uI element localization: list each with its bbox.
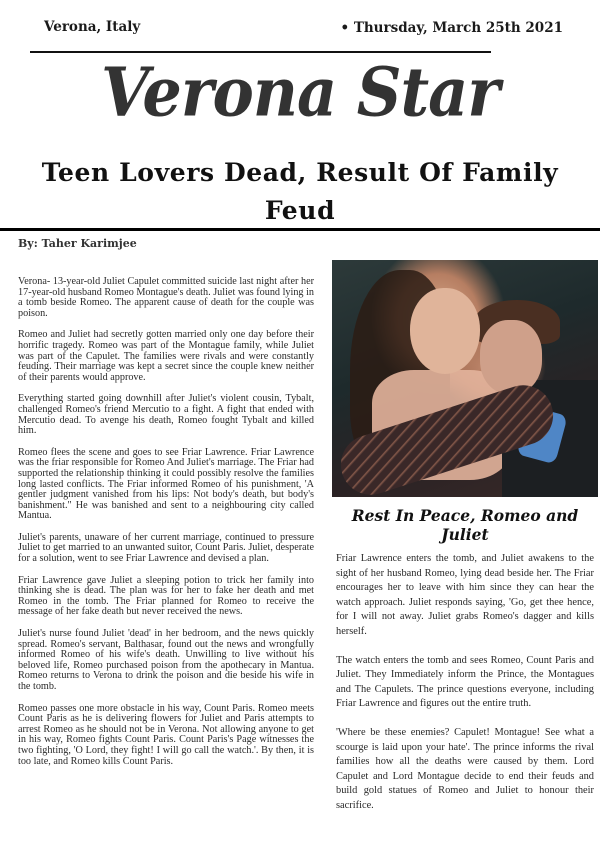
article-right-column (336, 552, 594, 828)
paragraph: 'Where be these enemies? Capulet! Montague! See what a scourge is laid upon your hate'. The prince informs the rival families how all the deaths were caused by them. Lord Capulet and Lord Montague decide to end their feuds and build gold statues of Romeo and Juliet to honour their sacrifice. (336, 726, 594, 811)
paragraph: Romeo passes one more obstacle in his way, Count Paris. Romeo meets Count Paris as he is delivering flowers for Juliet and Paris attempts to arrest Romeo as he should not be in Verona. Not allowing anyone to get in his way, Romeo fights Count Paris. Count Paris's Page witnesses the two fighting, 'O Lord, they fight! I will go call the watch.'. By then, it is too late, and Romeo kills Count Paris. (18, 702, 314, 767)
photo-caption: Rest In Peace, Romeo and Juliet (351, 506, 579, 544)
article-left-column (18, 277, 314, 778)
masthead-title: Verona Star (101, 53, 499, 132)
paragraph: Friar Lawrence enters the tomb, and Juliet awakens to the sight of her husband Romeo, lying dead beside her. The Friar encourages her to leave with him since they can hear the watch approach. Juliet responds saying, 'Go, get thee hence, for I will not away. Juliet grabs Romeo's dagger and kills herself. (336, 553, 594, 637)
article-photo (332, 260, 598, 497)
photo-shape (410, 288, 480, 374)
dateline-date: • Thursday, March 25th 2021 (340, 20, 563, 36)
paragraph: Verona- 13-year-old Juliet Capulet committed suicide last night after her 17-year-old husband Romeo Montague's death. Juliet was found lying in a tomb beside Romeo. The apparent cause of death for the couple was poison. (18, 276, 314, 319)
paragraph: Friar Lawrence gave Juliet a sleeping potion to trick her family into thinking she is dead. The plan was for her to fake her death and met Romeo in the tomb. The Friar planned for Romeo to receive the message of her fake death but never received the news. (18, 574, 314, 618)
headline-divider (0, 228, 600, 231)
byline: By: Taher Karimjee (18, 237, 137, 250)
paragraph: Everything started going downhill after Juliet's violent cousin, Tybalt, challenged Romeo's friend Mercutio to a fight. A fight that ended with Mercutio dead. To avenge his death, Romeo fought Tybalt and killed him. (18, 393, 314, 437)
paragraph: Romeo and Juliet had secretly gotten married only one day before their horrific tragedy. Romeo was part of the Montague family, while Juliet was part of the Capulet. The families were rivals and were constantly feuding. Their marriage was kept a secret since the couple knew neither of their parents would approve. (18, 329, 314, 383)
paragraph: Romeo flees the scene and goes to see Friar Lawrence. Friar Lawrence was the friar responsible for Romeo And Juliet's marriage. The Friar had supported the relationship thinking it could possibly resolve the families long lasted conflicts. The Friar informed Romeo of his punishment, 'A gentler judgment vanished from his lips: Not body's death, but body's banishment." He was banished and sent to a neighbouring city called Mantua. (18, 446, 314, 522)
headline: Teen Lovers Dead, Result Of Family Feud (41, 158, 559, 225)
dateline-location: Verona, Italy (44, 19, 141, 35)
photo-shape (480, 320, 542, 394)
paragraph: Juliet's nurse found Juliet 'dead' in her bedroom, and the news quickly spread. Romeo's servant, Balthasar, found out the news and wrongfully informed Romeo of his wife's death. Unwilling to live without his beloved life, Romeo purchased poison from the apothecary in Mantua. Romeo returns to Verona to drink the poison and die beside his wife in the tomb. (18, 628, 314, 692)
paragraph: The watch enters the tomb and sees Romeo, Count Paris and Juliet. They Immediately inform the Prince, the Montagues and The Capulets. The prince questions everyone, including Friar Lawrence and figures out the entire truth. (336, 654, 594, 710)
paragraph: Juliet's parents, unaware of her current marriage, continued to pressure Juliet to get married to an unwanted suitor, Count Paris. Juliet, desperate for a solution, went to see Friar Lawrence and devised a plan. (18, 531, 314, 565)
